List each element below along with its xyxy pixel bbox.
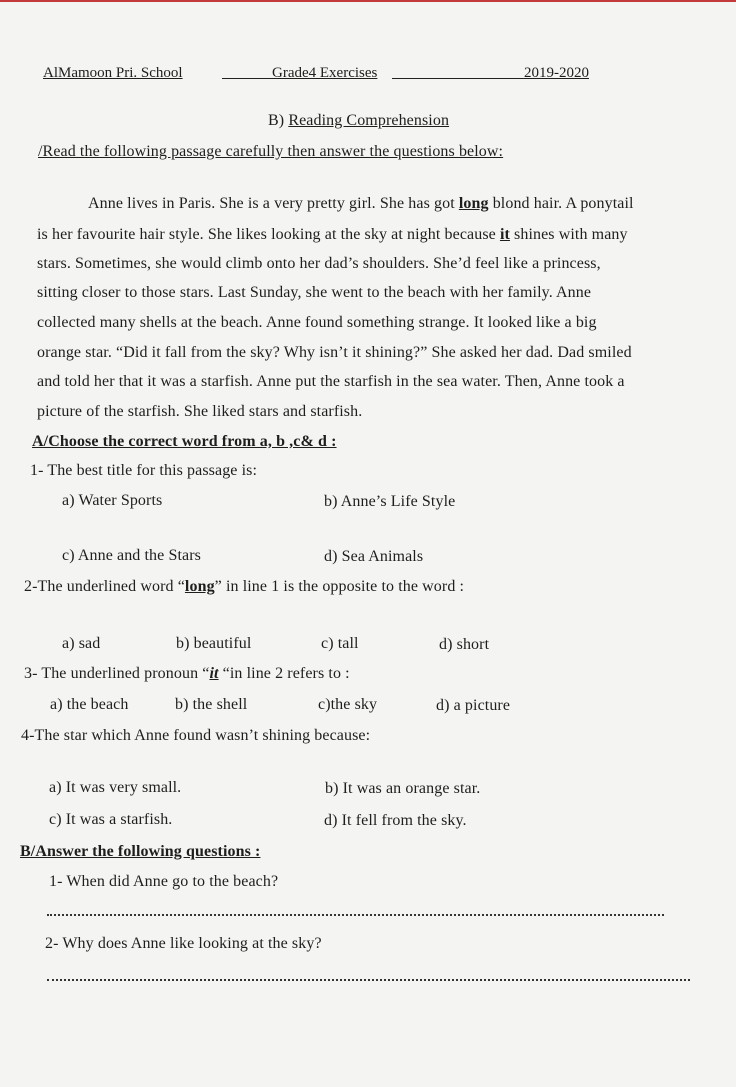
header-rule-2 (392, 78, 524, 79)
q2-option-b[interactable]: b) beautiful (176, 635, 252, 652)
passage-line-3: stars. Sometimes, she would climb onto her dad’s shoulders. She’d feel like a princess, (37, 255, 601, 272)
school-year: 2019-2020 (524, 65, 589, 81)
question-text: 2-The underlined word “ (24, 578, 185, 595)
q3-option-a[interactable]: a) the beach (50, 696, 129, 713)
worksheet-title: Grade4 Exercises (272, 65, 378, 81)
question-word-it: it (209, 665, 219, 682)
underlined-word-it: it (499, 226, 510, 243)
q4-option-c[interactable]: c) It was a starfish. (49, 811, 173, 828)
passage-line-5: collected many shells at the beach. Anne found something strange. It looked like a big (37, 314, 597, 331)
section-title (268, 112, 449, 130)
q4-option-a[interactable]: a) It was very small. (49, 779, 182, 796)
passage-line-7: and told her that it was a starfish. Anne put the starfish in the sea water. Then, Anne took a (37, 373, 625, 390)
q3-option-b[interactable]: b) the shell (175, 696, 248, 713)
passage-line-4: sitting closer to those stars. Last Sunday, she went to the beach with her family. Anne (37, 284, 592, 301)
passage-line-6: orange star. “Did it fall from the sky? Why isn’t it shining?” She asked her dad. Dad smiled (37, 344, 632, 361)
passage-text: Anne lives in Paris. She is a very pretty girl. She has got (88, 195, 459, 212)
q1-option-d[interactable]: d) Sea Animals (324, 548, 424, 565)
q2-option-a[interactable]: a) sad (62, 635, 101, 652)
q1-option-a[interactable]: a) Water Sports (62, 492, 163, 509)
passage-text: is her favourite hair style. She likes looking at the sky at night because (37, 226, 500, 243)
open-question-1: 1- When did Anne go to the beach? (49, 873, 279, 890)
underlined-word-long: long (458, 195, 489, 212)
open-question-2: 2- Why does Anne like looking at the sky? (45, 935, 322, 952)
passage-line-8: picture of the starfish. She liked stars and starfish. (37, 403, 363, 420)
answer-line-1[interactable] (47, 914, 664, 916)
passage-line-2 (37, 226, 628, 244)
header-rule-1 (222, 78, 272, 79)
q3-option-d[interactable]: d) a picture (436, 697, 511, 714)
q3-option-c[interactable]: c)the sky (318, 696, 378, 713)
section-title-text: Reading Comprehension (288, 112, 450, 129)
q4-option-d[interactable]: d) It fell from the sky. (324, 812, 467, 829)
passage-line-1 (88, 195, 634, 213)
instructions: /Read the following passage carefully then answer the questions below: (38, 143, 504, 160)
question-1: 1- The best title for this passage is: (30, 462, 258, 479)
part-a-heading: A/Choose the correct word from a, b ,c& d : (32, 433, 337, 450)
school-name: AlMamoon Pri. School (43, 65, 183, 81)
passage-text: blond hair. A ponytail (488, 195, 634, 212)
question-text: 3- The underlined pronoun “ (24, 665, 210, 682)
q4-option-b[interactable]: b) It was an orange star. (325, 780, 481, 797)
top-edge (0, 0, 736, 2)
question-text: ” in line 1 is the opposite to the word : (214, 578, 465, 595)
q1-option-b[interactable]: b) Anne’s Life Style (324, 493, 456, 510)
answer-line-2[interactable] (47, 979, 690, 981)
passage-text: shines with many (509, 226, 628, 243)
section-prefix: B) (268, 112, 289, 129)
question-4: 4-The star which Anne found wasn’t shining because: (21, 727, 371, 744)
question-2 (24, 578, 464, 596)
question-word-long: long (184, 578, 215, 595)
q2-option-c[interactable]: c) tall (321, 635, 359, 652)
part-b-heading: B/Answer the following questions : (20, 843, 261, 860)
q2-option-d[interactable]: d) short (439, 636, 490, 653)
question-3 (24, 665, 350, 683)
q1-option-c[interactable]: c) Anne and the Stars (62, 547, 201, 564)
question-text: “in line 2 refers to : (218, 665, 350, 682)
